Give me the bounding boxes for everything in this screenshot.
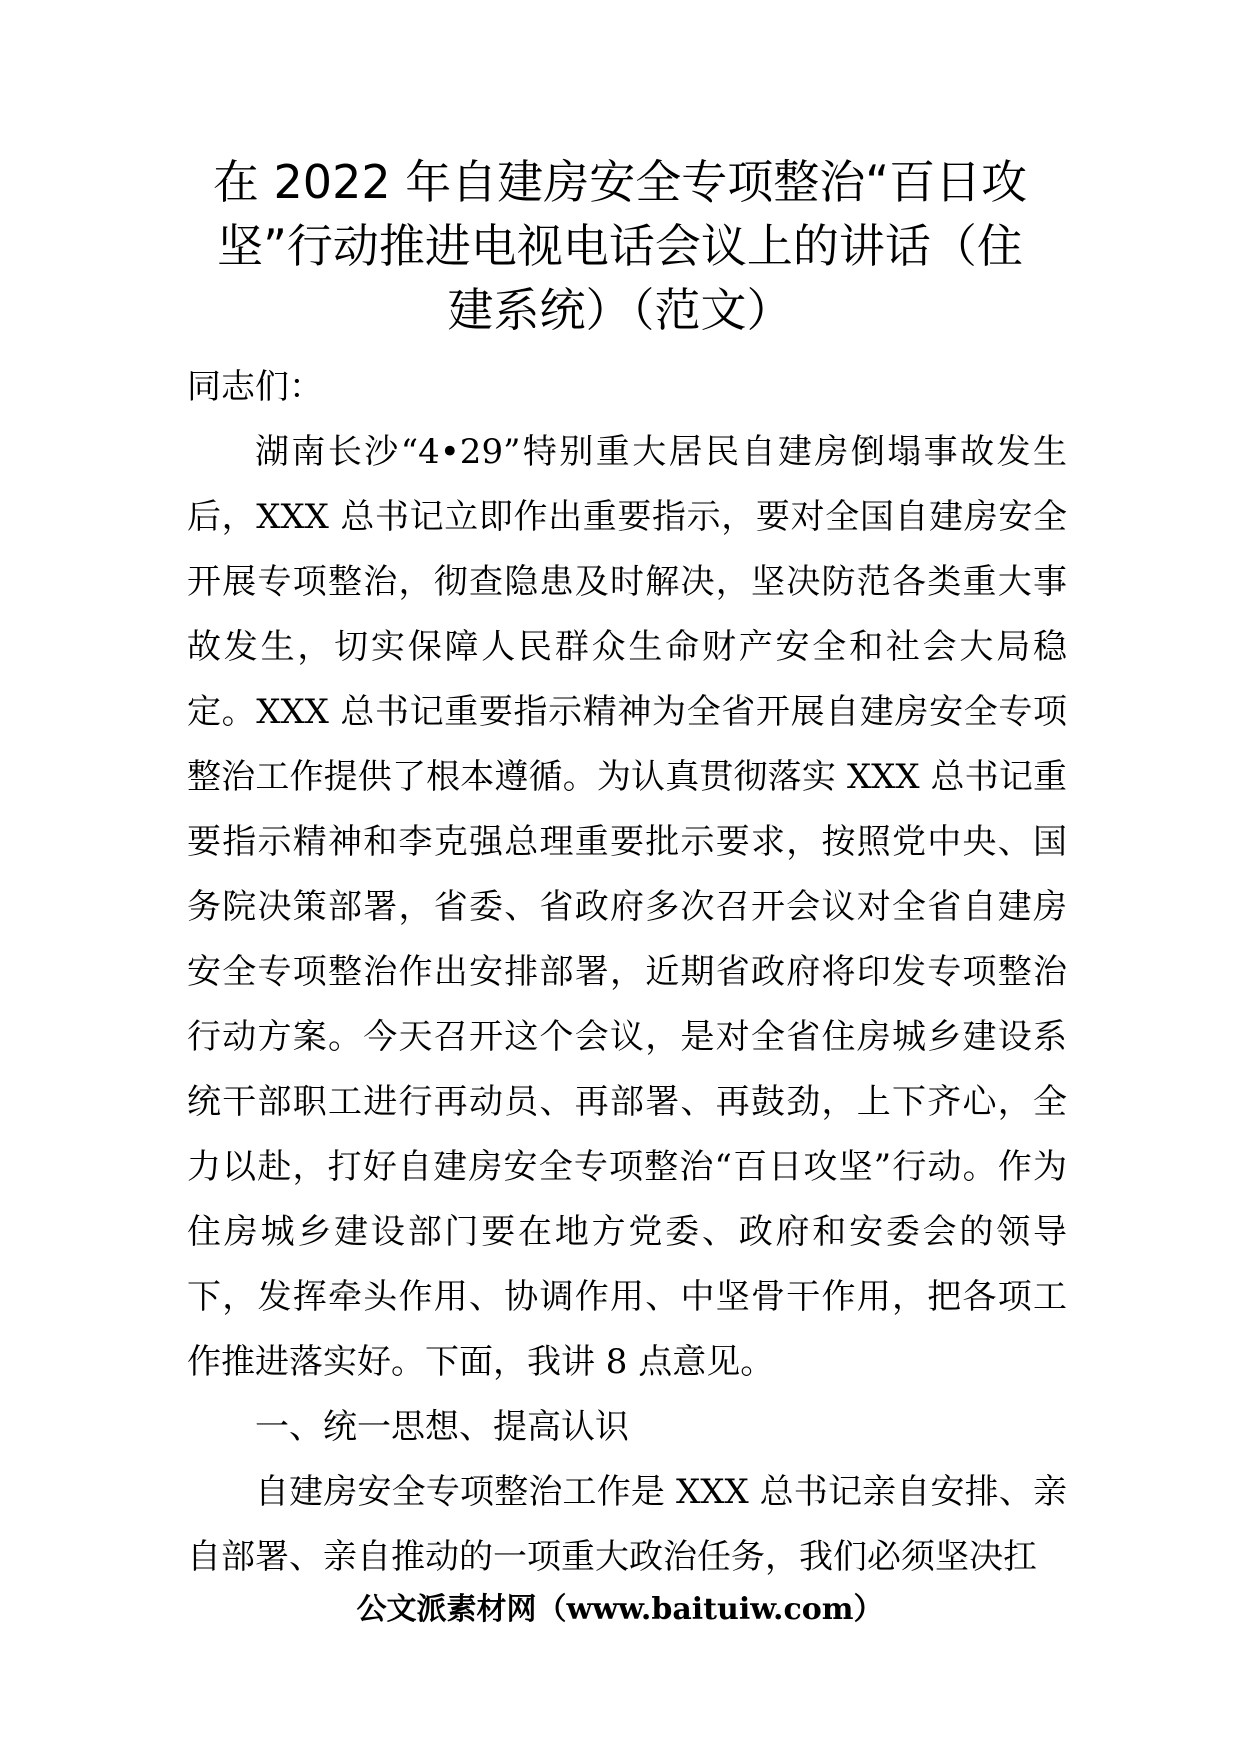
paragraph-1: 湖南长沙“4•29”特别重大居民自建房倒塌事故发生后，XXX 总书记立即作出重要指示，要对全国自建房安全开展专项整治，彻查隐患及时解决，坚决防范各类重大事故发生，切实保障人民群众生命财产安全和社会大局稳定。XXX 总书记重要指示精神为全省开展自建房安全专项整治工作提供了根本遵循。为认真贯彻落实 XXX 总书记重要指示精神和李克强总理重要批示要求，按照党中央、国务院决策部署，省委、省政府多次召开会议对全省自建房安全专项整治作出安排部署，近期省政府将印发专项整治行动方案。今天召开这个会议，是对全省住房城乡建设系统干部职工进行再动员、再部署、再鼓劲，上下齐心，全力以赴，打好自建房安全专项整治“百日攻坚”行动。作为住房城乡建设部门要在地方党委、政府和安委会的领导下，发挥牵头作用、协调作用、中坚骨干作用，把各项工作推进落实好。下面，我讲 8 点意见。: [187, 432, 1067, 1382]
greeting: 同志们：: [187, 367, 323, 407]
document-title: [170, 150, 1070, 342]
paragraph-2: 自建房安全专项整治工作是 XXX 总书记亲自安排、亲自部署、亲自推动的一项重大政治任务，我们必须坚决扛: [187, 1472, 1067, 1577]
section-heading-1: 一、统一思想、提高认识: [255, 1407, 629, 1447]
footer-watermark: 公文派素材网（www.baituiw.com）: [356, 1592, 884, 1627]
title-line-3: 建系统）（范文）: [447, 283, 793, 337]
title-line-1: 在 2022 年自建房安全专项整治“百日攻: [212, 155, 1028, 209]
document-body: [187, 355, 1067, 1590]
title-line-2: 坚”行动推进电视电话会议上的讲话（住: [217, 219, 1023, 273]
